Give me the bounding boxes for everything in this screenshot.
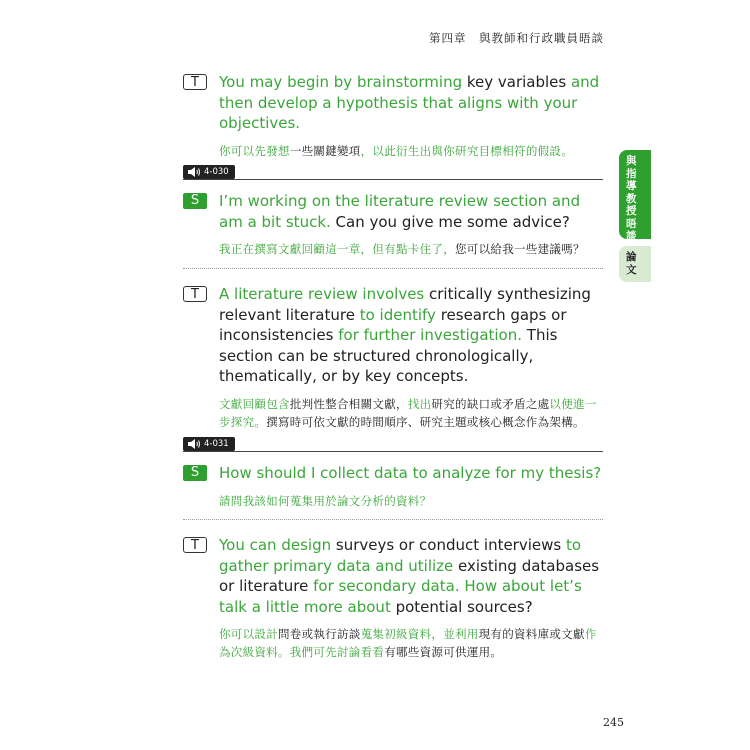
side-tab-label: 論文	[626, 251, 637, 276]
highlighted-phrase: and then develop a hypothesis that aligns with your objectives.	[219, 73, 600, 132]
highlighted-phrase: to identify	[359, 305, 441, 324]
audio-track-number: 4-030	[204, 167, 229, 177]
key-phrase: surveys or conduct interviews	[335, 536, 566, 554]
highlighted-phrase: 請問我該如何蒐集用於論文分析的資料？	[219, 493, 432, 508]
english-line	[219, 72, 608, 134]
highlighted-phrase: You may begin by brainstorming	[219, 73, 467, 91]
highlighted-phrase: 以便進一步探究。	[219, 396, 597, 429]
highlighted-phrase: to gather primary data and utilize	[219, 536, 582, 575]
chinese-line	[219, 142, 608, 160]
highlighted-phrase: for secondary data. How about let’s talk a little more about	[219, 577, 582, 616]
highlighted-phrase: 你可以先發想	[219, 143, 290, 158]
key-phrase: critically synthesizing relevant literature	[219, 285, 591, 324]
audio-track-4-031[interactable]	[183, 437, 235, 451]
highlighted-phrase: You can design	[219, 536, 336, 554]
dotted-divider	[183, 268, 603, 269]
highlighted-phrase: 找出	[407, 396, 432, 411]
student-badge: S	[183, 465, 207, 481]
highlighted-phrase: 文獻回顧包含	[219, 396, 290, 411]
audio-track-4-030[interactable]	[183, 165, 235, 179]
side-tab-label: 與指導教授晤談	[626, 155, 637, 242]
chinese-line	[219, 492, 608, 510]
chapter-header: 第四章 與教師和行政職員晤談	[429, 31, 604, 45]
dotted-divider	[183, 519, 603, 520]
highlighted-phrase: 你可以設計	[219, 627, 278, 641]
chinese-line	[219, 625, 608, 661]
speaker-icon	[188, 439, 201, 449]
english-line	[219, 191, 608, 232]
key-phrase: This section can be structured chronologically, thematically, or by key concepts.	[219, 326, 558, 385]
chinese-line	[219, 240, 608, 258]
key-phrase: 撰寫時可依文獻的時間順序、研究主題或核心概念作為架構。	[266, 414, 585, 429]
side-tab-advisor-meeting[interactable]	[619, 150, 651, 242]
key-phrase: 有哪些資源可供運用。	[384, 645, 503, 659]
highlighted-phrase: I’m working on the literature review section and am a bit stuck.	[219, 192, 581, 231]
highlighted-phrase: 作為次級資料。我們可先討論看看	[219, 627, 597, 659]
english-line	[219, 463, 608, 484]
highlighted-phrase: 我正在撰寫文獻回顧這一章，但有點卡住了，	[219, 242, 455, 256]
section-divider	[183, 179, 603, 180]
key-phrase: 批判性整合相關文獻，	[289, 396, 408, 411]
highlighted-phrase: ，以此衍生出與你研究目標相符的假設。	[360, 143, 574, 158]
dialogue-block-1	[183, 72, 608, 160]
key-phrase: potential sources?	[395, 597, 533, 616]
highlighted-phrase: 蒐集初級資料，並利用	[360, 627, 479, 641]
audio-track-number: 4-031	[204, 439, 229, 449]
speaker-icon	[188, 167, 201, 177]
chinese-line	[219, 395, 608, 431]
dialogue-block-5	[183, 535, 608, 661]
section-divider	[183, 451, 603, 452]
english-line	[219, 535, 608, 617]
highlighted-phrase: for further investigation.	[338, 326, 527, 344]
key-phrase: key variables	[466, 73, 567, 91]
key-phrase: 問卷或執行訪談	[278, 627, 361, 641]
dialogue-block-2	[183, 191, 608, 258]
key-phrase: 現有的資料庫或文獻	[478, 627, 585, 641]
english-line	[219, 284, 608, 387]
highlighted-phrase: How should I collect data to analyze for my thesis?	[219, 464, 602, 482]
dialogue-block-3	[183, 284, 608, 431]
side-tab-thesis[interactable]	[619, 246, 651, 282]
page-number: 245	[603, 716, 624, 729]
student-badge: S	[183, 193, 207, 209]
highlighted-phrase: A literature review involves	[219, 285, 430, 303]
teacher-badge: T	[183, 74, 207, 90]
dialogue-block-4	[183, 463, 608, 510]
key-phrase: 研究的缺口或矛盾之處	[431, 396, 550, 411]
key-phrase: research gaps or inconsistencies	[219, 305, 567, 344]
key-phrase: Can you give me some advice?	[335, 212, 570, 231]
key-phrase: existing databases or literature	[219, 556, 600, 595]
key-phrase: 您可以給我一些建議嗎？	[455, 242, 585, 256]
key-phrase: 一些關鍵變項	[289, 143, 361, 158]
teacher-badge: T	[183, 286, 207, 302]
teacher-badge: T	[183, 537, 207, 553]
